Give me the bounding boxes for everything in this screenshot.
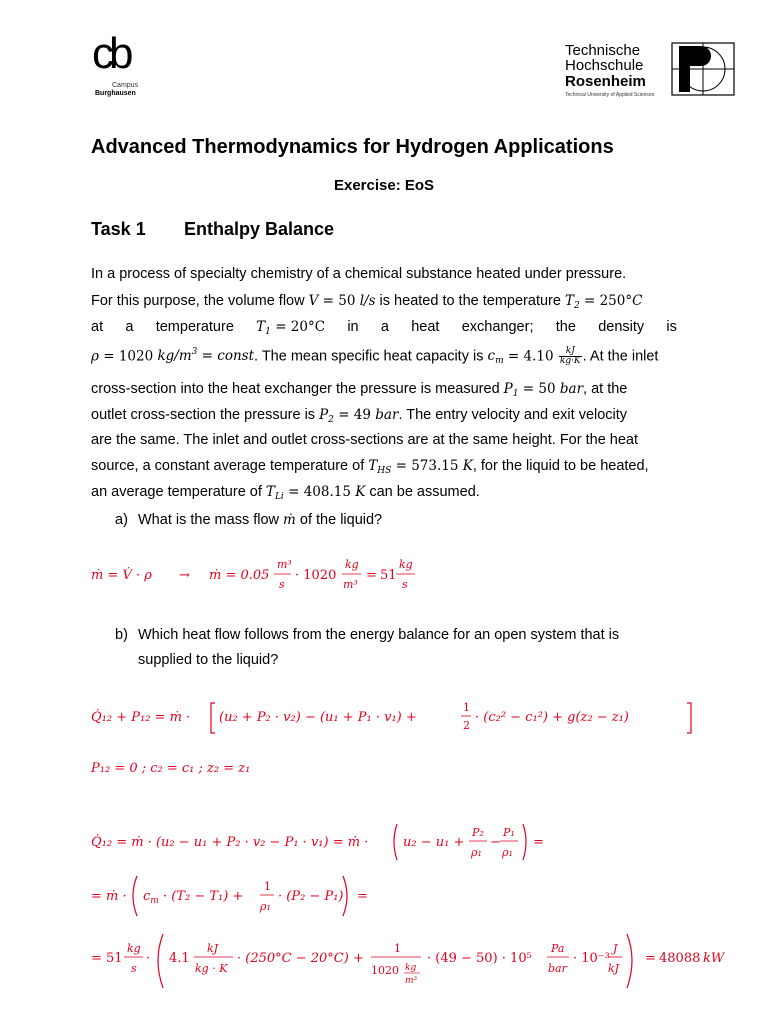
volume-flow-formula: V xyxy=(308,293,319,309)
svg-text:kg: kg xyxy=(405,963,417,973)
paragraph-line-5: cross-section into the heat exchanger the pressure is measured $P_1 = 50$ bar, at the xyxy=(91,381,628,399)
svg-text:=: = xyxy=(645,951,656,966)
question-b-continued: supplied to the liquid? xyxy=(138,652,279,668)
svg-text:m³: m³ xyxy=(277,558,292,571)
pressure-p1-formula: $P_1$ xyxy=(503,381,519,399)
svg-text:u₂ − u₁ +: u₂ − u₁ + xyxy=(403,835,465,850)
temperature-t1-formula: $T_1 = 20^\circ C$ xyxy=(256,319,326,337)
logo-burghausen-text: Burghausen xyxy=(95,90,136,97)
svg-text:kJ: kJ xyxy=(608,962,620,975)
pressure-p2-formula: $P_2$ xyxy=(319,407,334,425)
svg-text:= 51: = 51 xyxy=(91,951,123,966)
svg-text:ṁ = V̇ · ρ: ṁ = V̇ · ρ xyxy=(91,568,152,583)
heat-flow-result: 48088 xyxy=(659,951,701,966)
svg-text:·: · xyxy=(146,951,151,966)
svg-text:· 1020: · 1020 xyxy=(295,568,337,583)
heat-flow-unit: kW xyxy=(703,951,725,966)
svg-text:1: 1 xyxy=(394,942,401,955)
logo-technische-text: Technische xyxy=(565,42,641,59)
svg-text:→: → xyxy=(179,568,190,583)
svg-text:Q̇₁₂ + P₁₂ = ṁ ·: Q̇₁₂ + P₁₂ = ṁ · xyxy=(91,710,191,725)
svg-text:=: = xyxy=(366,568,377,583)
svg-text:· (49 − 50) · 10⁵: · (49 − 50) · 10⁵ xyxy=(427,951,532,966)
density-formula: ρ xyxy=(91,348,99,365)
svg-text:P₁₂ = 0 ; c₂ = c₁ ; z₂ = z₁: P₁₂ = 0 ; c₂ = c₁ ; z₂ = z₁ xyxy=(91,761,251,776)
heat-flow-equation-3 xyxy=(91,930,741,1010)
document-title: Advanced Thermodynamics for Hydrogen Applications xyxy=(91,136,614,158)
svg-text:Q̇₁₂ = ṁ · (u₂ − u₁ + P₂ · v₂: Q̇₁₂ = ṁ · (u₂ − u₁ + P₂ · v₂ − P₁ · v₁) = ṁ · xyxy=(91,835,369,850)
svg-text:bar: bar xyxy=(548,962,567,975)
svg-text:J: J xyxy=(613,942,618,955)
temperature-t2-formula: $T_2$ xyxy=(564,293,580,311)
svg-text:Pa: Pa xyxy=(551,942,565,955)
svg-text:P₂: P₂ xyxy=(472,826,484,839)
heat-capacity-formula: $c_m$ xyxy=(487,348,504,367)
svg-text:= ṁ ·: = ṁ · xyxy=(91,889,127,904)
logo-campus-text: Campus xyxy=(112,82,139,89)
svg-text:kg: kg xyxy=(399,558,413,571)
liquid-temperature-formula: $T_{Li}$ xyxy=(265,484,284,502)
logo-tagline: Technical University of Applied Sciences xyxy=(565,92,655,98)
svg-text:kJ: kJ xyxy=(207,942,219,955)
mass-flow-equation xyxy=(91,552,741,632)
task-title: Enthalpy Balance xyxy=(184,219,335,239)
svg-text:cm · (T₂ − T₁) +: $c_m \cdot (T_2 - T_1)$ + xyxy=(143,889,244,906)
svg-text:kg: kg xyxy=(127,942,141,955)
svg-text:ρ₁: ρ₁ xyxy=(471,846,482,859)
svg-text:ρ₁: ρ₁ xyxy=(260,900,271,913)
svg-text:kg: kg xyxy=(345,558,359,571)
paragraph-line-2: For this purpose, the volume flow V = 50 l/s is heated to the temperature $T_2 = 250^\circ C$ xyxy=(91,293,643,311)
svg-text:=: = xyxy=(357,889,368,904)
svg-text:2: 2 xyxy=(463,719,470,732)
svg-text:1: 1 xyxy=(463,701,470,714)
source-temperature-formula: $T_{HS}$ xyxy=(368,458,392,476)
svg-text:· (c₂² − c₁²) + g(z₂ − z₁): · (c₂² − c₁²) + g(z₂ − z₁) xyxy=(475,710,629,725)
svg-text:m³: m³ xyxy=(343,578,358,591)
svg-text:s: s xyxy=(402,578,408,591)
cb-logo-mark: cb xyxy=(92,29,129,78)
svg-text:−: − xyxy=(490,835,501,850)
exercise-subtitle: Exercise: EoS xyxy=(333,177,435,194)
svg-text:m³: m³ xyxy=(405,976,418,986)
paragraph-line-8: source, a constant average temperature of $T_{HS} = 573.15$ K, for the liquid to be heated, xyxy=(91,458,649,476)
svg-text:1020: 1020 xyxy=(371,964,399,977)
task-number: Task 1 xyxy=(91,219,146,239)
svg-text:s: s xyxy=(279,578,285,591)
campus-burghausen-logo xyxy=(92,29,152,97)
paragraph-line-7: are the same. The inlet and outlet cross-sections are at the same height. For the heat xyxy=(91,432,639,448)
paragraph-line-1: In a process of specialty chemistry of a chemical substance heated under pressure. xyxy=(91,266,627,282)
svg-text:=: = xyxy=(533,835,544,850)
svg-text:P₁: P₁ xyxy=(503,826,515,839)
logo-hochschule-text: Hochschule xyxy=(565,57,644,74)
paragraph-line-3: at a temperature $T_1 = 20^\circ C$ in a heat exchanger; the density is xyxy=(91,319,677,337)
question-b: b) Which heat flow follows from the energy balance for an open system that is xyxy=(115,627,620,643)
logo-rosenheim-text: Rosenheim xyxy=(565,73,646,90)
svg-text:· (250°C − 20°C) +: · (250°C − 20°C) + xyxy=(237,951,364,966)
svg-text:ρ₁: ρ₁ xyxy=(502,846,513,859)
svg-text:1: 1 xyxy=(264,880,271,893)
r-emblem-icon xyxy=(671,42,735,96)
svg-text:4.1: 4.1 xyxy=(169,951,190,966)
svg-text:ṁ = 0.05: ṁ = 0.05 xyxy=(209,568,270,583)
svg-text:kg · K: kg · K xyxy=(195,962,228,975)
svg-text:· 10⁻³: · 10⁻³ xyxy=(573,951,610,966)
paragraph-line-9: an average temperature of $T_{Li} = 408.15$ K can be assumed. xyxy=(91,484,480,502)
paragraph-line-6: outlet cross-section the pressure is $P_2 = 49$ bar. The entry velocity and exit velocity xyxy=(91,407,628,425)
svg-text:· (P₂ − P₁): · (P₂ − P₁) xyxy=(278,889,344,904)
question-a: a) What is the mass flow ṁ of the liquid? xyxy=(115,512,383,528)
svg-text:(u₂ + P₂ · v₂) − (u₁ + P₁ · v₁: (u₂ + P₂ · v₂) − (u₁ + P₁ · v₁) + xyxy=(219,710,417,725)
paragraph-line-4: ρ = 1020 $kg/m^3$ = const. The mean specific heat capacity is $c_m = 4.10$ $\frac{kJ}{kg\cdot K}$ . At the inlet xyxy=(91,346,659,367)
mass-flow-result: 51 xyxy=(380,568,397,583)
svg-text:s: s xyxy=(131,962,137,975)
th-rosenheim-logo xyxy=(565,42,735,104)
